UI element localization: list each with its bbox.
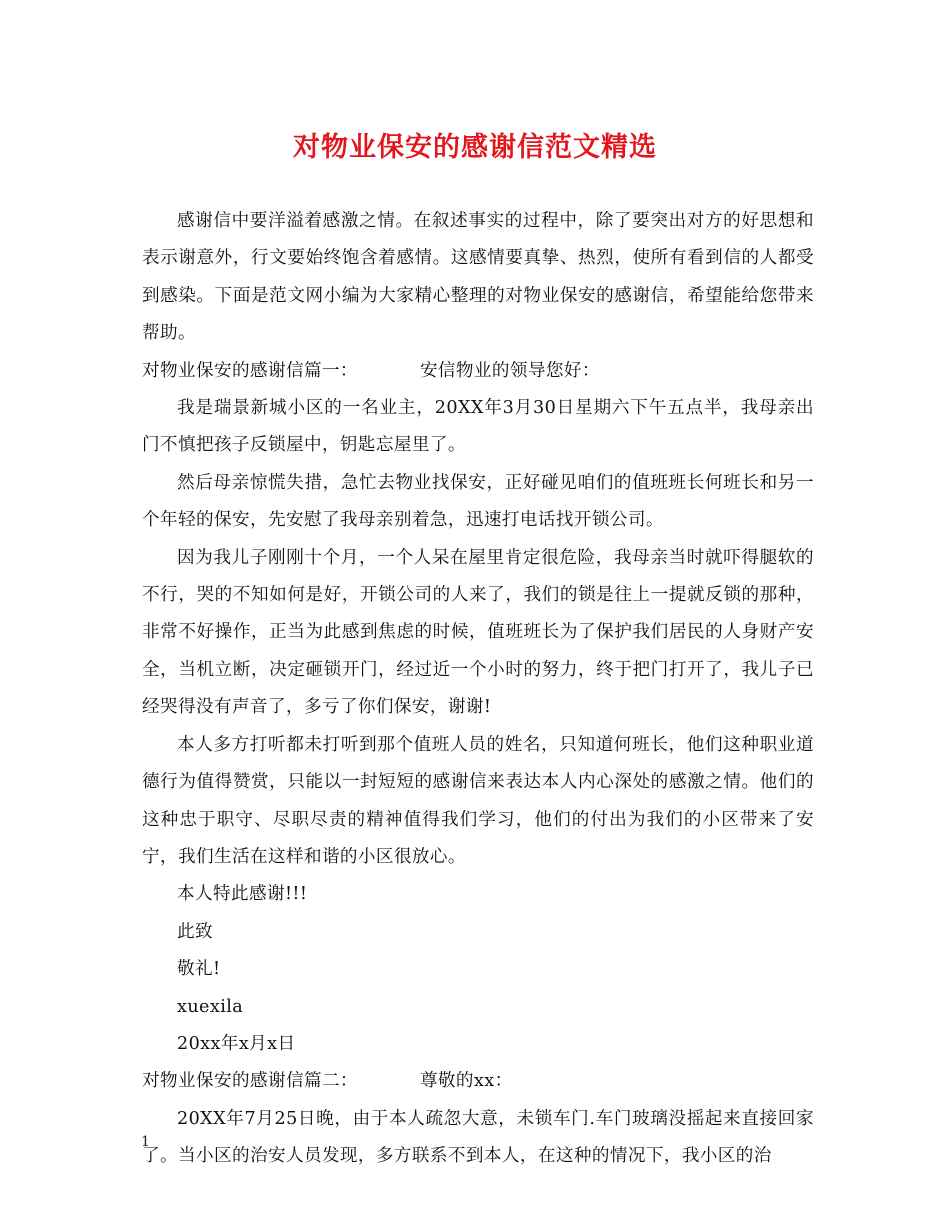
letter1-closing-thanks: 本人特此感谢!!! — [177, 884, 308, 905]
letter1-paragraph: 我是瑞景新城小区的一名业主，20XX年3月30日星期六下午五点半，我母亲出门不慎把孩子反锁屋中，钥匙忘屋里了。 — [142, 398, 814, 456]
letter1-paragraph: 然后母亲惊慌失措，急忙去物业找保安，正好碰见咱们的值班班长何班长和另一个年轻的保安，先安慰了我母亲别着急，迅速打电话找开锁公司。 — [142, 472, 814, 531]
page-number: 1 — [141, 1134, 150, 1150]
letter1-closing-jingli: 敬礼! — [177, 959, 221, 980]
letter2-salutation: 尊敬的xx： — [419, 1071, 513, 1092]
letter2-paragraph: 20XX年7月25日晚，由于本人疏忽大意，未锁车门.车门玻璃没摇起来直接回家了。当小区的治安人员发现，多方联系不到本人，在这种的情况下，我小区的治 — [142, 1108, 814, 1167]
document-body — [142, 203, 814, 1176]
letter1-signature: xuexila — [177, 996, 244, 1017]
letter1-closing-cizhi: 此致 — [177, 921, 213, 942]
letter2-heading-line — [142, 1063, 814, 1100]
letter1-paragraph: 因为我儿子刚刚十个月，一个人呆在屋里肯定很危险，我母亲当时就吓得腿软的不行，哭的不知如何是好，开锁公司的人来了，我们的锁是往上一提就反锁的那种，非常不好操作，正当为此感到焦虑的时候，值班班长为了保护我们居民的人身财产安全，当机立断，决定砸锁开门，经过近一个小时的努力，终于把门打开了，我儿子已经哭得没有声音了，多亏了你们保安，谢谢! — [142, 547, 814, 718]
letter1-paragraph: 本人多方打听都未打听到那个值班人员的姓名，只知道何班长，他们这种职业道德行为值得赞赏，只能以一封短短的感谢信来表达本人内心深处的感激之情。他们的这种忠于职守、尽职尽责的精神值得我们学习，他们的付出为我们的小区带来了安宁，我们生活在这样和谐的小区很放心。 — [142, 734, 814, 867]
letter1-salutation: 安信物业的领导您好： — [419, 360, 600, 381]
intro-paragraph: 感谢信中要洋溢着感激之情。在叙述事实的过程中，除了要突出对方的好思想和表示谢意外，行文要始终饱含着感情。这感情要真挚、热烈，使所有看到信的人都受到感染。下面是范文网小编为大家精心整理的对物业保安的感谢信，希望能给您带来帮助。 — [142, 211, 814, 344]
letter2-heading: 对物业保安的感谢信篇二： — [142, 1071, 358, 1092]
letter1-date: 20xx年x月x日 — [177, 1033, 296, 1054]
document-title: 对物业保安的感谢信范文精选 — [293, 132, 657, 163]
letter1-heading: 对物业保安的感谢信篇一： — [142, 360, 358, 381]
letter1-heading-line — [142, 353, 814, 390]
